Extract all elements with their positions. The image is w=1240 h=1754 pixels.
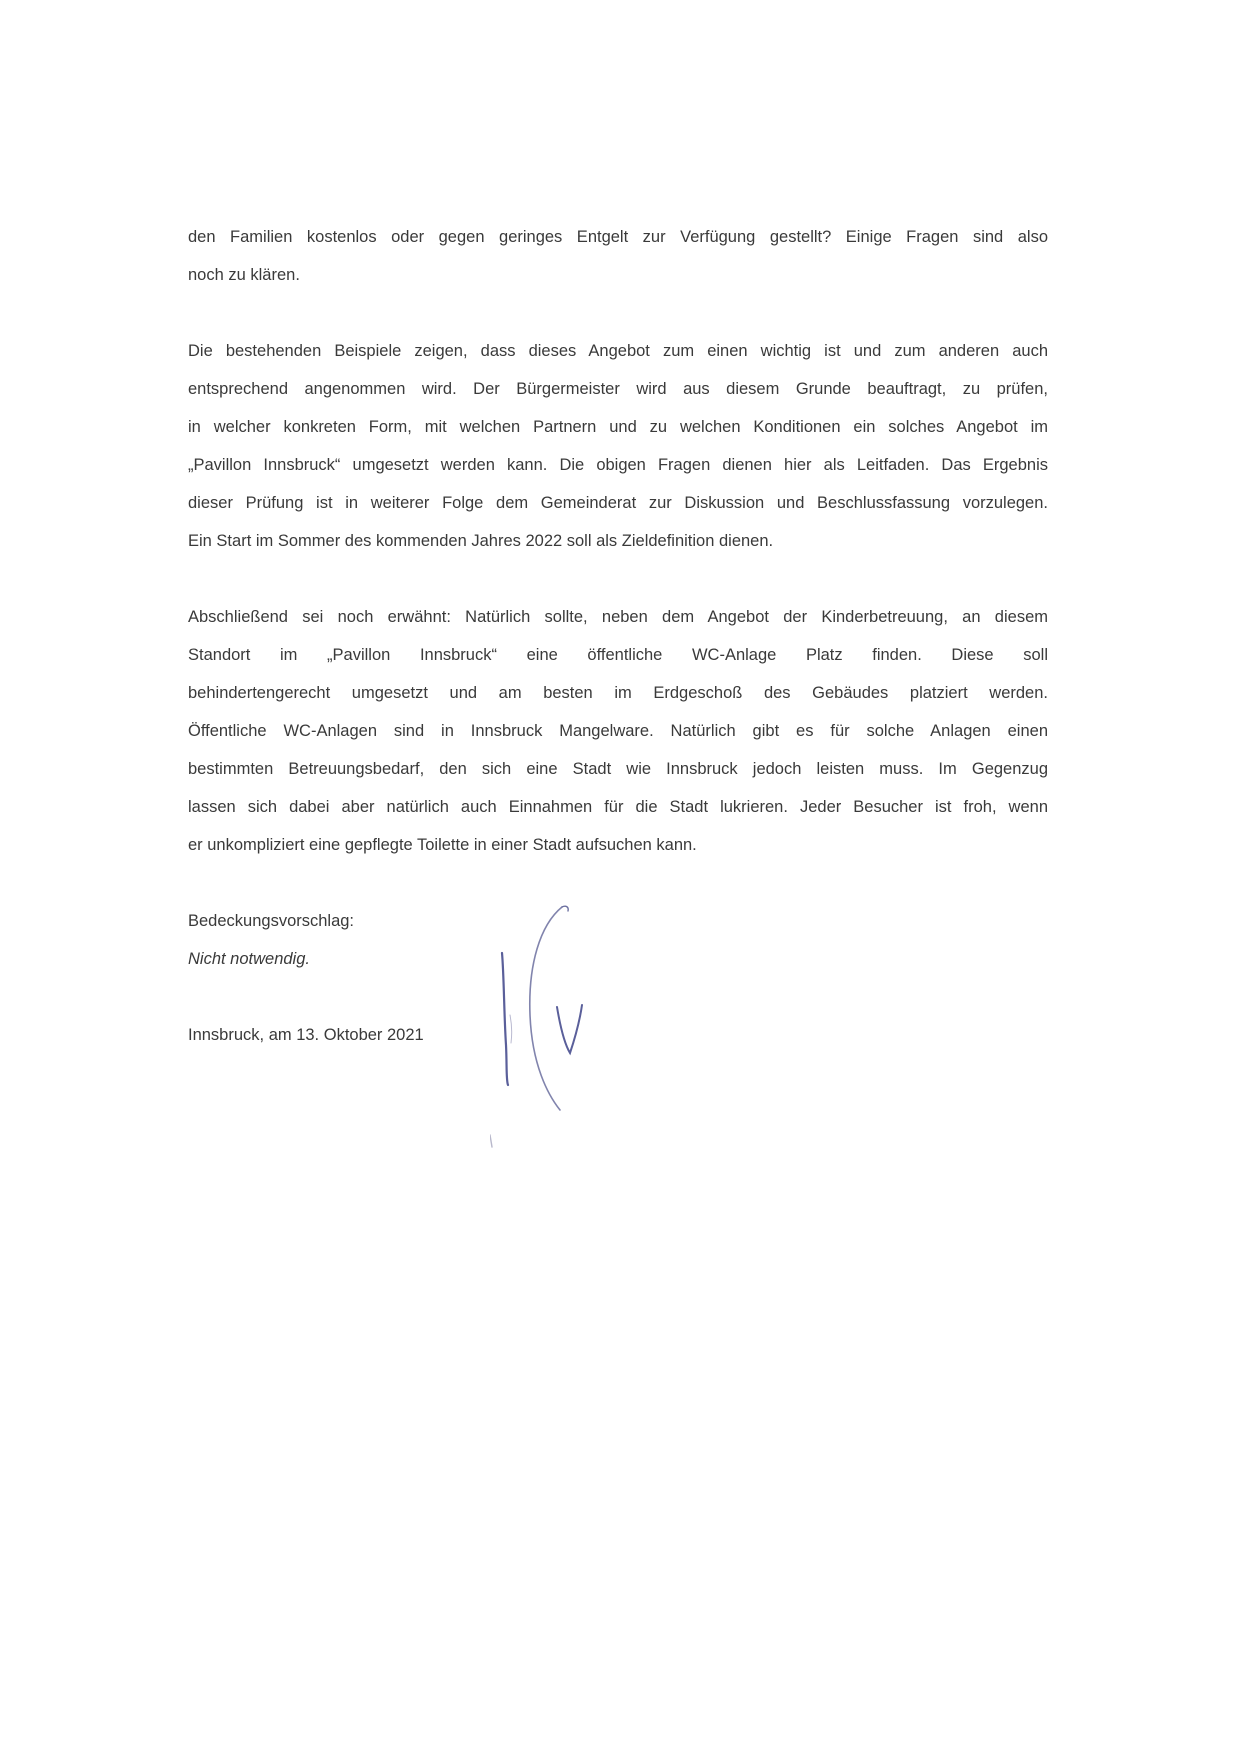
- text-line: Abschließend sei noch erwähnt: Natürlich sollte, neben dem Angebot der Kinderbetreuung, an diesem: [188, 608, 1048, 626]
- text-line: noch zu klären.: [188, 266, 300, 284]
- text-line: dieser Prüfung ist in weiterer Folge dem Gemeinderat zur Diskussion und Beschlussfassung vorzulegen.: [188, 494, 1048, 512]
- paragraph-mayor-assignment: [188, 332, 1048, 560]
- text-line: bestimmten Betreuungsbedarf, den sich eine Stadt wie Innsbruck jedoch leisten muss. Im Gegenzug: [188, 760, 1048, 778]
- paragraph-public-toilet: [188, 598, 1048, 864]
- text-line: entsprechend angenommen wird. Der Bürgermeister wird aus diesem Grunde beauftragt, zu prüfen,: [188, 380, 1048, 398]
- text-line: behindertengerecht umgesetzt und am besten im Erdgeschoß des Gebäudes platziert werden.: [188, 684, 1048, 702]
- paragraph-family-questions: [188, 218, 1048, 294]
- text-line: „Pavillon Innsbruck“ umgesetzt werden kann. Die obigen Fragen dienen hier als Leitfaden. Das Ergebnis: [188, 456, 1048, 474]
- text-line: Die bestehenden Beispiele zeigen, dass dieses Angebot zum einen wichtig ist und zum anderen auch: [188, 342, 1048, 360]
- text-line: in welcher konkreten Form, mit welchen Partnern und zu welchen Konditionen ein solches Angebot im: [188, 418, 1048, 436]
- signature-icon: [490, 895, 620, 1175]
- text-line: den Familien kostenlos oder gegen geringes Entgelt zur Verfügung gestellt? Einige Fragen sind also: [188, 228, 1048, 246]
- text-line: lassen sich dabei aber natürlich auch Einnahmen für die Stadt lukrieren. Jeder Besucher ist froh, wenn: [188, 798, 1048, 816]
- coverage-value: Nicht notwendig.: [188, 950, 310, 968]
- place-date-text: Innsbruck, am 13. Oktober 2021: [188, 1026, 424, 1044]
- text-line: Standort im „Pavillon Innsbruck“ eine öffentliche WC-Anlage Platz finden. Diese soll: [188, 646, 1048, 664]
- text-line: Öffentliche WC-Anlagen sind in Innsbruck Mangelware. Natürlich gibt es für solche Anlagen einen: [188, 722, 1048, 740]
- text-line: er unkompliziert eine gepflegte Toilette in einer Stadt aufsuchen kann.: [188, 836, 697, 854]
- text-line: Ein Start im Sommer des kommenden Jahres 2022 soll als Zieldefinition dienen.: [188, 532, 774, 550]
- coverage-label: Bedeckungsvorschlag:: [188, 912, 355, 930]
